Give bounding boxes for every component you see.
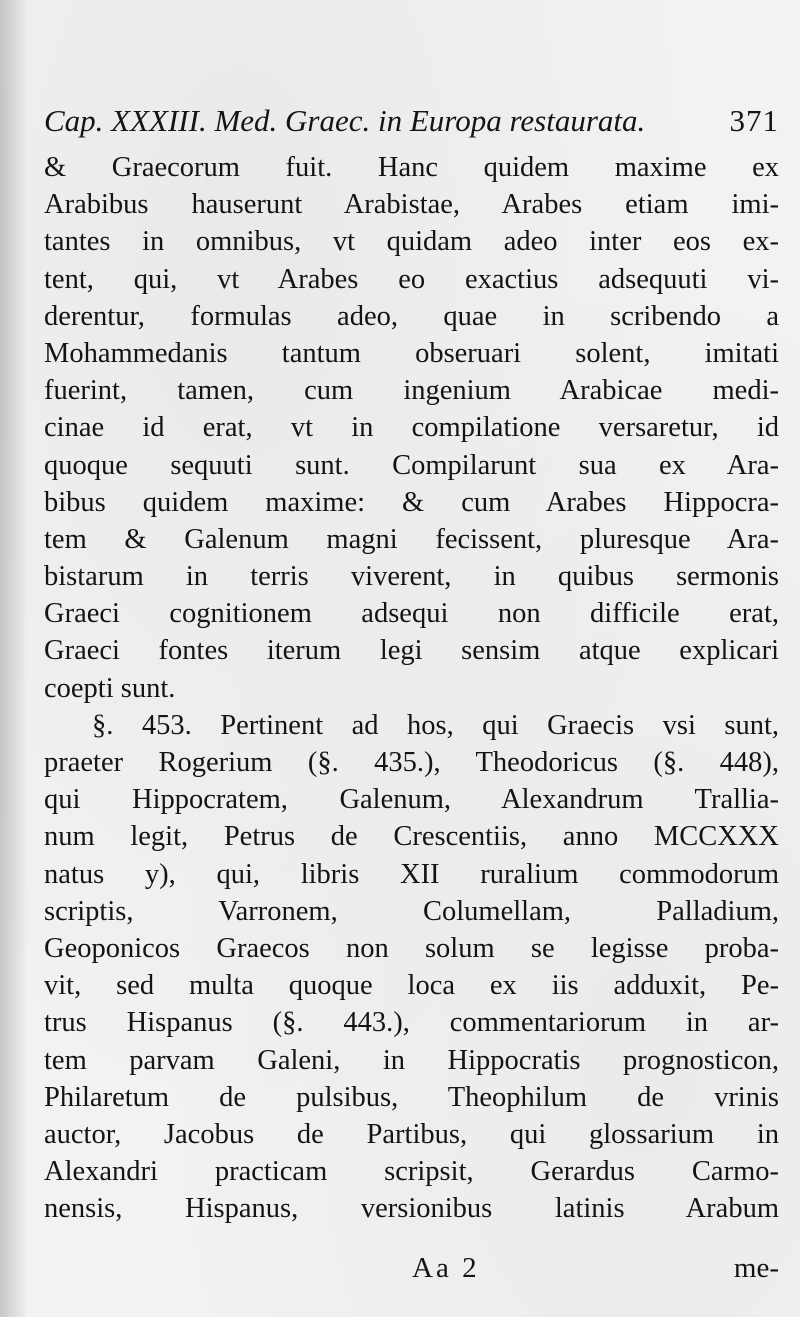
text-line: fuerint, tamen, cum ingenium Arabicae medi- bbox=[44, 375, 779, 407]
text-line: natus y), qui, libris XII ruralium commodorum bbox=[44, 858, 779, 890]
text-line: Graeci cognitionem adsequi non difficile erat, bbox=[44, 598, 779, 630]
catchword: me- bbox=[733, 1252, 779, 1284]
text-line: & Graecorum fuit. Hanc quidem maxime ex bbox=[44, 152, 779, 183]
body-text bbox=[44, 149, 779, 1227]
text-line: tem parvam Galeni, in Hippocratis prognosticon, bbox=[44, 1044, 779, 1076]
text-line: qui Hippocratem, Galenum, Alexandrum Trallia- bbox=[44, 784, 779, 816]
text-line: scriptis, Varronem, Columellam, Palladium, bbox=[44, 895, 779, 927]
text-line: Alexandri practicam scripsit, Gerardus Carmo- bbox=[44, 1156, 779, 1188]
text-line: Arabibus hauserunt Arabistae, Arabes etiam imi- bbox=[44, 189, 779, 221]
text-line: Philaretum de pulsibus, Theophilum de vrinis bbox=[44, 1081, 779, 1113]
text-line: bibus quidem maxime: & cum Arabes Hippocra- bbox=[44, 486, 779, 518]
signature-mark: Aa 2 bbox=[412, 1252, 480, 1284]
text-line: tantes in omnibus, vt quidam adeo inter eos ex- bbox=[44, 226, 779, 258]
text-line: Mohammedanis tantum obseruari solent, imitati bbox=[44, 337, 779, 369]
running-title: Cap. XXXIII. Med. Graec. in Europa restaurata. bbox=[44, 103, 646, 138]
section-heading-line: §. 453. Pertinent ad hos, qui Graecis vsi sunt, bbox=[92, 709, 779, 741]
text-line: derentur, formulas adeo, quae in scribendo a bbox=[44, 300, 779, 332]
text-line: bistarum in terris viverent, in quibus sermonis bbox=[44, 561, 779, 593]
text-line: vit, sed multa quoque loca ex iis adduxit, Pe- bbox=[44, 970, 779, 1002]
text-line: auctor, Jacobus de Partibus, qui glossarium in bbox=[44, 1118, 779, 1150]
text-line: trus Hispanus (§. 443.), commentariorum in ar- bbox=[44, 1007, 779, 1039]
text-line: Geoponicos Graecos non solum se legisse proba- bbox=[44, 932, 779, 964]
page-footer bbox=[44, 1248, 779, 1288]
text-line: Graeci fontes iterum legi sensim atque explicari bbox=[44, 635, 779, 667]
text-line: coepti sunt. bbox=[44, 672, 176, 704]
text-line: tent, qui, vt Arabes eo exactius adsequuti vi- bbox=[44, 263, 779, 295]
text-line: cinae id erat, vt in compilatione versaretur, id bbox=[44, 412, 779, 444]
text-line: num legit, Petrus de Crescentiis, anno MCCXXX bbox=[44, 821, 779, 853]
text-line: tem & Galenum magni fecissent, pluresque Ara- bbox=[44, 523, 779, 555]
page-number: 371 bbox=[729, 103, 779, 138]
text-line: quoque sequuti sunt. Compilarunt sua ex Ara- bbox=[44, 449, 779, 481]
text-line: nensis, Hispanus, versionibus latinis Arabum bbox=[44, 1193, 779, 1225]
page-edge-shadow bbox=[0, 0, 28, 1317]
text-line: praeter Rogerium (§. 435.), Theodoricus (§. 448), bbox=[44, 747, 779, 778]
running-header bbox=[44, 97, 779, 145]
